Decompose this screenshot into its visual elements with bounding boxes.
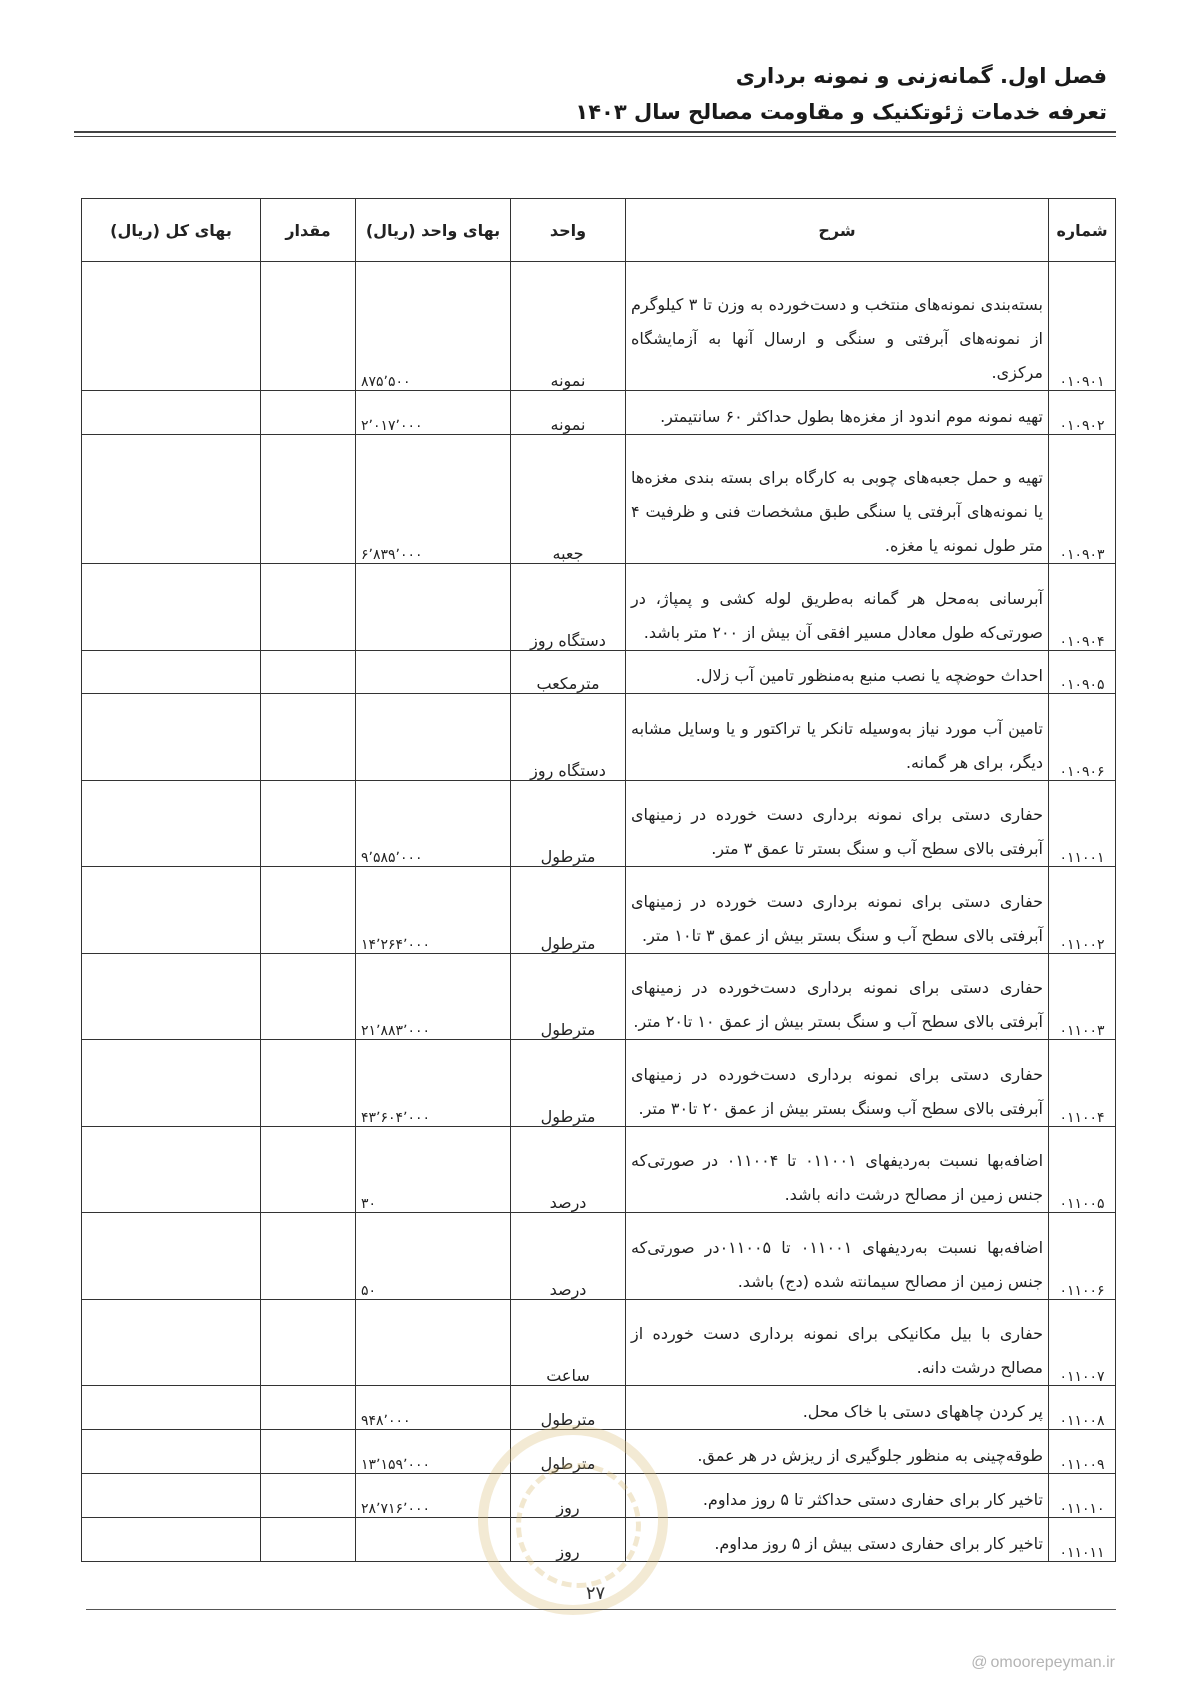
item-quantity [261, 694, 356, 780]
item-unit-price: ۸۷۵٬۵۰۰ [356, 262, 511, 391]
table-row [82, 650, 1116, 694]
item-quantity [261, 1517, 356, 1561]
item-quantity [261, 650, 356, 694]
item-description: حفاری دستی برای نمونه برداری دست خورده در زمینهای آبرفتی بالای سطح آب و سنگ بستر بیش از عمق ۳ تا۱۰ متر. [626, 867, 1049, 953]
item-total-price [82, 1386, 261, 1430]
watermark-site-text: omoorepeyman.ir [990, 1654, 1115, 1671]
table-row [82, 1213, 1116, 1299]
item-unit: جعبه [511, 434, 626, 563]
item-code: ۰۱۱۰۰۱ [1049, 780, 1116, 866]
col-header-total: بهای کل (ریال) [82, 199, 261, 262]
item-quantity [261, 564, 356, 650]
item-code: ۰۱۱۰۰۹ [1049, 1430, 1116, 1474]
page-number: ۲۷ [585, 1583, 606, 1604]
item-unit: مترطول [511, 867, 626, 953]
item-unit-price: ۲۱٬۸۸۳٬۰۰۰ [356, 953, 511, 1039]
item-unit: نمونه [511, 262, 626, 391]
item-description: احداث حوضچه یا نصب منبع به‌منظور تامین آب زلال. [626, 650, 1049, 694]
table-row [82, 434, 1116, 563]
col-header-price: بهای واحد (ریال) [356, 199, 511, 262]
table-body [82, 262, 1116, 1562]
item-description: بسته‌بندی نمونه‌های منتخب و دست‌خورده به وزن تا ۳ کیلوگرم از نمونه‌های آبرفتی و سنگی و ارسال آنها به آزمایشگاه مرکزی. [626, 262, 1049, 391]
item-quantity [261, 780, 356, 866]
item-unit: مترطول [511, 780, 626, 866]
item-unit: نمونه [511, 391, 626, 435]
item-total-price [82, 1040, 261, 1126]
item-unit: روز [511, 1517, 626, 1561]
item-total-price [82, 1430, 261, 1474]
table-row [82, 1430, 1116, 1474]
item-unit-price [356, 694, 511, 780]
item-code: ۰۱۰۹۰۱ [1049, 262, 1116, 391]
item-description: اضافه‌بها نسبت به‌ردیفهای ۰۱۱۰۰۱ تا ۰۱۱۰۰۵در صورتی‌که جنس زمین از مصالح سیمانته شده (دج) باشد. [626, 1213, 1049, 1299]
item-unit: روز [511, 1474, 626, 1518]
item-quantity [261, 1126, 356, 1212]
table-row [82, 953, 1116, 1039]
item-unit-price: ۴۳٬۶۰۴٬۰۰۰ [356, 1040, 511, 1126]
item-unit: دستگاه روز [511, 694, 626, 780]
item-unit-price [356, 564, 511, 650]
item-code: ۰۱۰۹۰۵ [1049, 650, 1116, 694]
item-quantity [261, 1213, 356, 1299]
item-total-price [82, 262, 261, 391]
item-unit-price: ۹٬۵۸۵٬۰۰۰ [356, 780, 511, 866]
table-row [82, 867, 1116, 953]
item-description: حفاری با بیل مکانیکی برای نمونه برداری دست خورده از مصالح درشت دانه. [626, 1299, 1049, 1385]
item-unit-price [356, 650, 511, 694]
item-code: ۰۱۱۰۰۷ [1049, 1299, 1116, 1385]
header-rule-thin [74, 136, 1116, 137]
item-total-price [82, 1517, 261, 1561]
col-header-qty: مقدار [261, 199, 356, 262]
item-total-price [82, 564, 261, 650]
item-quantity [261, 1299, 356, 1385]
item-total-price [82, 1299, 261, 1385]
item-code: ۰۱۱۰۰۲ [1049, 867, 1116, 953]
item-quantity [261, 867, 356, 953]
item-code: ۰۱۰۹۰۶ [1049, 694, 1116, 780]
item-code: ۰۱۱۰۰۴ [1049, 1040, 1116, 1126]
item-description: اضافه‌بها نسبت به‌ردیفهای ۰۱۱۰۰۱ تا ۰۱۱۰۰۴ در صورتی‌که جنس زمین از مصالح درشت دانه باشد. [626, 1126, 1049, 1212]
item-total-price [82, 780, 261, 866]
item-unit-price: ۱۴٬۲۶۴٬۰۰۰ [356, 867, 511, 953]
item-unit-price: ۲٬۰۱۷٬۰۰۰ [356, 391, 511, 435]
item-unit: درصد [511, 1213, 626, 1299]
col-header-code: شماره [1049, 199, 1116, 262]
item-unit-price: ۹۴۸٬۰۰۰ [356, 1386, 511, 1430]
item-code: ۰۱۱۰۰۵ [1049, 1126, 1116, 1212]
item-unit: مترطول [511, 953, 626, 1039]
document-title: تعرفه خدمات ژئوتکنیک و مقاومت مصالح سال ۱۴۰۳ [575, 100, 1107, 124]
watermark-site [971, 1654, 1115, 1672]
item-total-price [82, 1474, 261, 1518]
table-row [82, 1386, 1116, 1430]
table-row [82, 1299, 1116, 1385]
item-description: آبرسانی به‌محل هر گمانه به‌طریق لوله کشی و پمپاژ، در صورتی‌که طول معادل مسیر افقی آن بیش از ۲۰۰ متر باشد. [626, 564, 1049, 650]
item-unit: ساعت [511, 1299, 626, 1385]
item-description: حفاری دستی برای نمونه برداری دست خورده در زمینهای آبرفتی بالای سطح آب و سنگ بستر تا عمق ۳ متر. [626, 780, 1049, 866]
item-description: حفاری دستی برای نمونه برداری دست‌خورده در زمینهای آبرفتی بالای سطح آب وسنگ بستر بیش از عمق ۲۰ تا۳۰ متر. [626, 1040, 1049, 1126]
item-total-price [82, 953, 261, 1039]
table-header [82, 199, 1116, 262]
chapter-title: فصل اول. گمانه‌زنی و نمونه برداری [735, 64, 1107, 88]
item-unit-price: ۲۸٬۷۱۶٬۰۰۰ [356, 1474, 511, 1518]
item-code: ۰۱۱۰۱۱ [1049, 1517, 1116, 1561]
item-quantity [261, 1430, 356, 1474]
item-unit-price: ۳۰ [356, 1126, 511, 1212]
item-unit-price [356, 1517, 511, 1561]
item-description: حفاری دستی برای نمونه برداری دست‌خورده در زمینهای آبرفتی بالای سطح آب و سنگ بستر بیش از عمق ۱۰ تا۲۰ متر. [626, 953, 1049, 1039]
item-quantity [261, 1474, 356, 1518]
footer-rule [86, 1609, 1116, 1610]
table-row [82, 780, 1116, 866]
item-unit-price [356, 1299, 511, 1385]
col-header-unit: واحد [511, 199, 626, 262]
table-row [82, 1517, 1116, 1561]
item-code: ۰۱۱۰۰۸ [1049, 1386, 1116, 1430]
table-row [82, 262, 1116, 391]
item-quantity [261, 953, 356, 1039]
item-unit: دستگاه روز [511, 564, 626, 650]
table-row [82, 391, 1116, 435]
item-quantity [261, 391, 356, 435]
item-quantity [261, 434, 356, 563]
header-rule-thick [74, 131, 1116, 133]
item-quantity [261, 262, 356, 391]
item-total-price [82, 1213, 261, 1299]
item-unit: مترمکعب [511, 650, 626, 694]
table-row [82, 1040, 1116, 1126]
item-quantity [261, 1386, 356, 1430]
item-code: ۰۱۱۰۰۳ [1049, 953, 1116, 1039]
item-description: تاخیر کار برای حفاری دستی بیش از ۵ روز مداوم. [626, 1517, 1049, 1561]
col-header-desc: شرح [626, 199, 1049, 262]
item-code: ۰۱۰۹۰۲ [1049, 391, 1116, 435]
item-total-price [82, 1126, 261, 1212]
item-total-price [82, 694, 261, 780]
item-description: تهیه و حمل جعبه‌های چوبی به کارگاه برای بسته بندی مغزه‌ها یا نمونه‌های آبرفتی یا سنگی طبق مشخصات فنی و ظرفیت ۴ متر طول نمونه یا مغزه. [626, 434, 1049, 563]
item-total-price [82, 650, 261, 694]
item-description: پر کردن چاههای دستی با خاک محل. [626, 1386, 1049, 1430]
item-unit-price: ۵۰ [356, 1213, 511, 1299]
item-description: تامین آب مورد نیاز به‌وسیله تانکر یا تراکتور و یا وسایل مشابه دیگر، برای هر گمانه. [626, 694, 1049, 780]
item-code: ۰۱۰۹۰۴ [1049, 564, 1116, 650]
item-code: ۰۱۰۹۰۳ [1049, 434, 1116, 563]
item-unit-price: ۶٬۸۳۹٬۰۰۰ [356, 434, 511, 563]
item-description: تاخیر کار برای حفاری دستی حداکثر تا ۵ روز مداوم. [626, 1474, 1049, 1518]
table-row [82, 564, 1116, 650]
table-row [82, 1126, 1116, 1212]
table-row [82, 1474, 1116, 1518]
item-unit-price: ۱۳٬۱۵۹٬۰۰۰ [356, 1430, 511, 1474]
item-total-price [82, 434, 261, 563]
item-code: ۰۱۱۰۱۰ [1049, 1474, 1116, 1518]
item-unit: مترطول [511, 1430, 626, 1474]
item-quantity [261, 1040, 356, 1126]
table-row [82, 694, 1116, 780]
item-code: ۰۱۱۰۰۶ [1049, 1213, 1116, 1299]
item-unit: مترطول [511, 1386, 626, 1430]
item-unit: درصد [511, 1126, 626, 1212]
item-total-price [82, 391, 261, 435]
item-unit: مترطول [511, 1040, 626, 1126]
at-icon: @ [971, 1654, 988, 1671]
item-total-price [82, 867, 261, 953]
item-description: تهیه نمونه موم اندود از مغزه‌ها بطول حداکثر ۶۰ سانتیمتر. [626, 391, 1049, 435]
tariff-table [81, 198, 1116, 1562]
item-description: طوقه‌چینی به منظور جلوگیری از ریزش در هر عمق. [626, 1430, 1049, 1474]
